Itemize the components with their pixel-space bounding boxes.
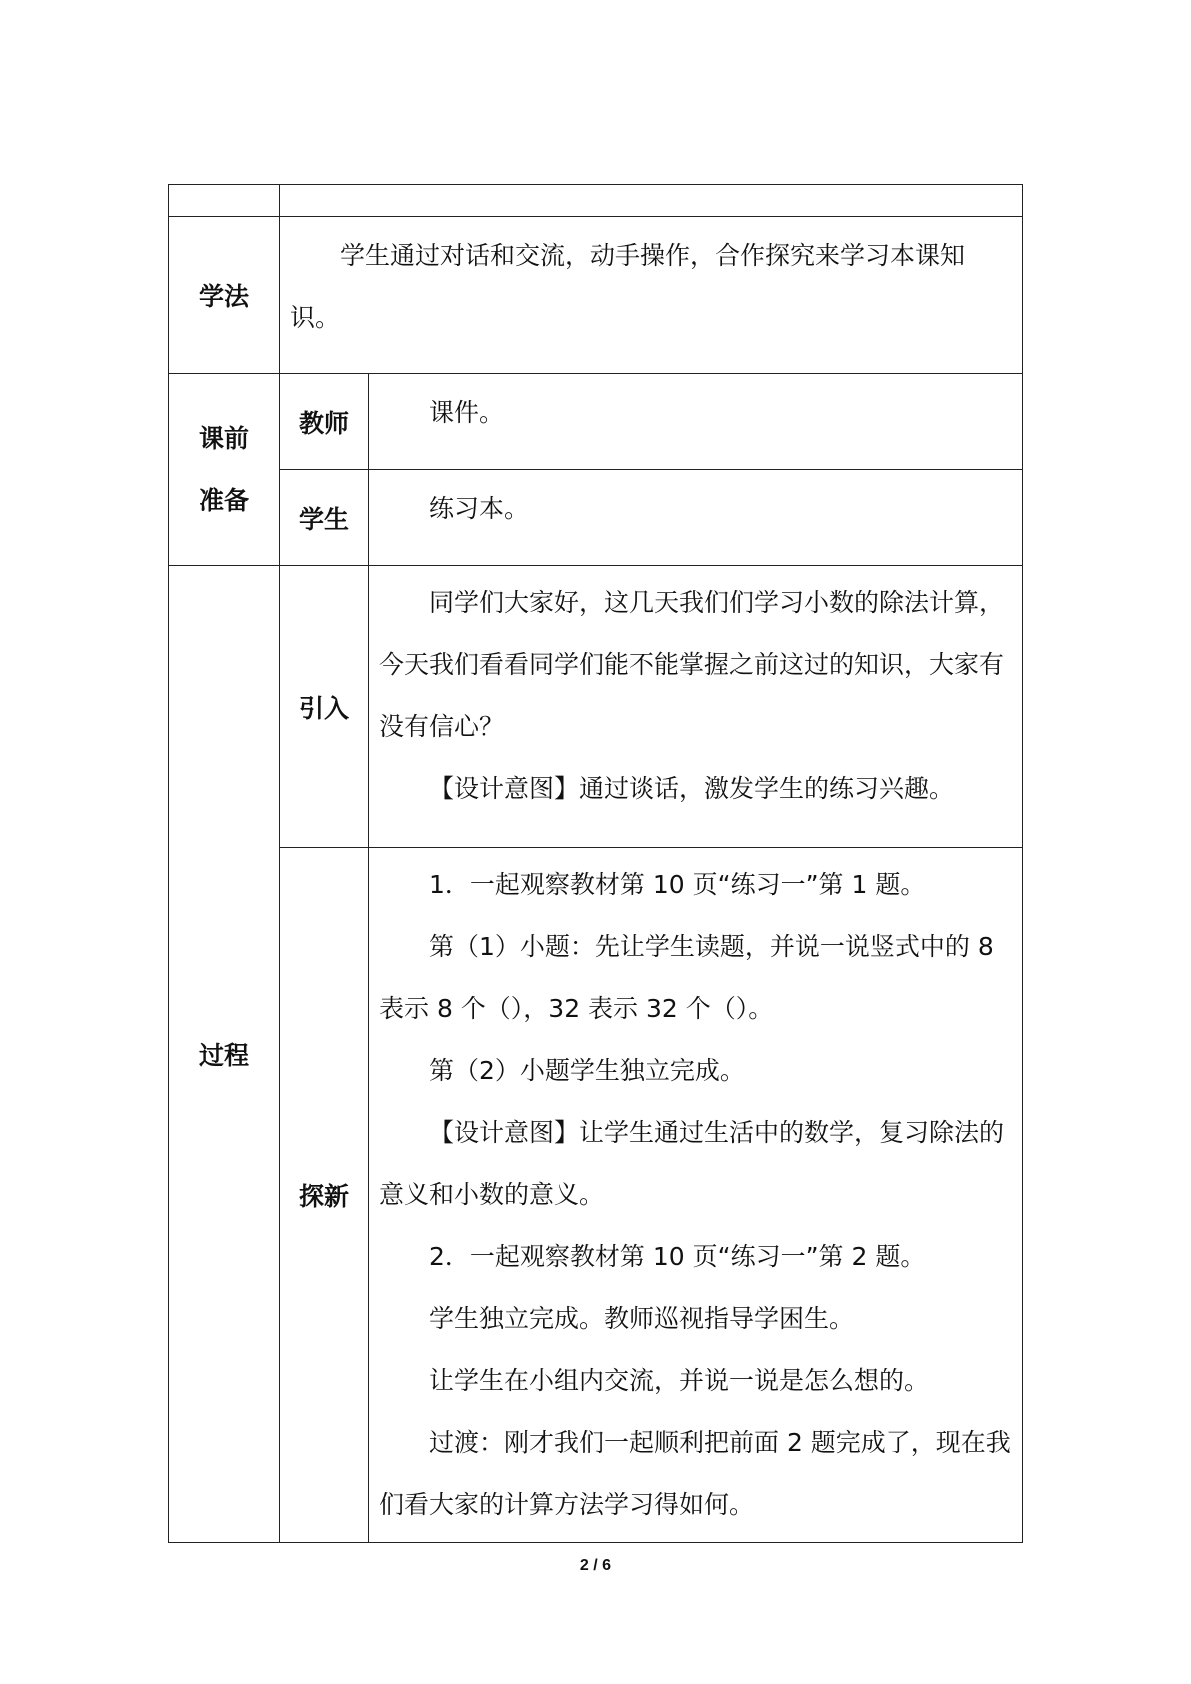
intro-cell — [369, 566, 1023, 848]
study-method-label: 学法 — [169, 217, 280, 374]
explore-paragraph: 第（2）小题学生独立完成。 — [429, 1056, 745, 1085]
prep-teacher-text: 课件。 — [429, 398, 505, 427]
empty-cell — [169, 185, 280, 217]
empty-header-row — [169, 185, 1023, 217]
intro-paragraph: 同学们大家好，这几天我们们学习小数的除法计算，今天我们看看同学们能不能掌握之前这过的知识，大家有没有信心？ — [379, 588, 1005, 741]
prep-label-line2: 准备 — [198, 485, 249, 515]
explore-paragraph: 第（1）小题：先让学生读题，并说一说竖式中的 8 表示 8 个（），32 表示 32 个（）。 — [379, 932, 994, 1023]
page-number: 2 / 6 — [579, 1557, 612, 1574]
process-label: 过程 — [169, 566, 280, 1543]
process-explore-row — [169, 848, 1023, 1543]
prep-label — [169, 374, 280, 566]
prep-student-cell — [369, 470, 1023, 566]
prep-student-row — [169, 470, 1023, 566]
prep-label-line1: 课前 — [198, 423, 249, 453]
prep-teacher-cell — [369, 374, 1023, 470]
empty-cell — [280, 185, 1023, 217]
prep-teacher-label: 教师 — [280, 374, 369, 470]
process-intro-row — [169, 566, 1023, 848]
explore-design-intent: 【设计意图】让学生通过生活中的数学，复习除法的意义和小数的意义。 — [379, 1118, 1005, 1209]
study-method-cell — [280, 217, 1023, 374]
explore-paragraph: 让学生在小组内交流，并说一说是怎么想的。 — [429, 1366, 930, 1395]
study-method-row — [169, 217, 1023, 374]
explore-paragraph: 1．一起观察教材第 10 页“练习一”第 1 题。 — [429, 870, 926, 899]
lesson-plan-table — [168, 184, 1023, 1543]
intro-label: 引入 — [280, 566, 369, 848]
explore-paragraph: 学生独立完成。教师巡视指导学困生。 — [429, 1304, 855, 1333]
prep-student-label: 学生 — [280, 470, 369, 566]
study-method-text: 学生通过对话和交流，动手操作，合作探究来学习本课知识。 — [290, 241, 966, 332]
prep-student-text: 练习本。 — [429, 494, 530, 523]
prep-teacher-row — [169, 374, 1023, 470]
explore-paragraph: 过渡：刚才我们一起顺利把前面 2 题完成了，现在我们看大家的计算方法学习得如何。 — [379, 1428, 1011, 1519]
explore-cell — [369, 848, 1023, 1543]
intro-design-intent: 【设计意图】通过谈话，激发学生的练习兴趣。 — [429, 774, 955, 803]
explore-paragraph: 2．一起观察教材第 10 页“练习一”第 2 题。 — [429, 1242, 926, 1271]
explore-label: 探新 — [280, 848, 369, 1543]
